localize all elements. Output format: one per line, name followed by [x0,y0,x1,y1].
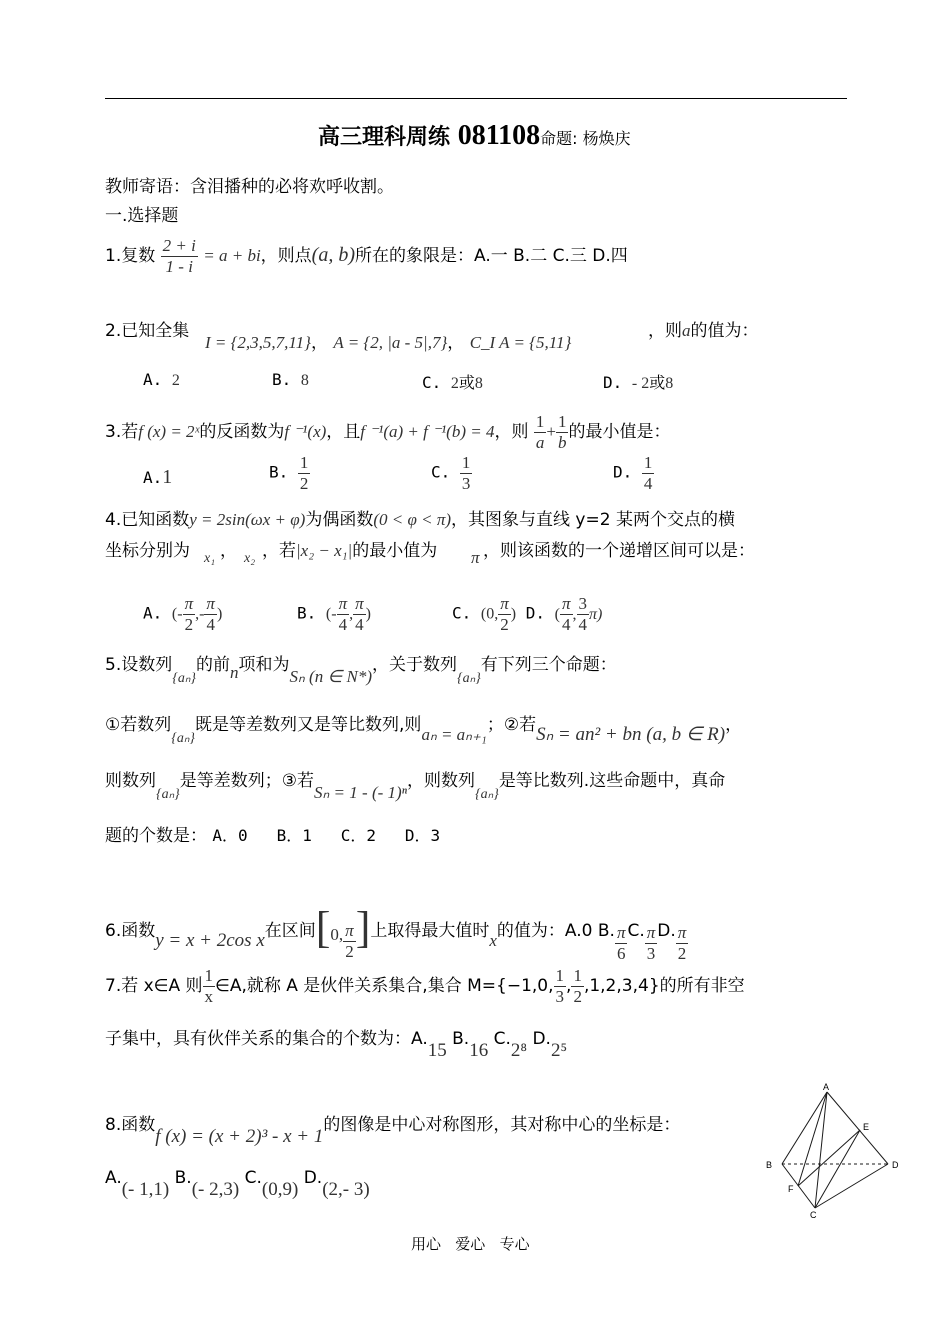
vertex-label-c: C [810,1210,817,1220]
point-label-e: E [863,1122,870,1132]
q8-options: A.(- 1,1) B.(- 2,3) C.(0,9) D.(2,- 3) [105,1168,370,1200]
point-label-f: F [788,1184,794,1194]
question-7: 7.若 x∈A 则 $\frac{1}{x}$ ∈A,就称 A 是伙伴关系集合,集合 M={−1,0, $\frac{1}{3}$ , $\frac{1}{2}$ ,1,2,3,4}的所有非空 [105,966,745,1006]
title-cn: 高三理科周练 [318,125,451,150]
question-2: 2.已知全集 [105,321,190,341]
q2-sets: I = {2,3,5,7,11}， A = {2, |a - 5|,7}， C_I A = {5,11} [205,333,572,353]
segment-fe [798,1130,860,1186]
q4-x1: x₁ [204,551,216,566]
q4-line-2-tail: ，若|x₂ − x₁|的最小值为 [262,541,438,561]
question-1: 1.复数 $\frac{2 + i}{1 - i}$ = a + bi，则点(a, b)所在的象限是：A.一 B.二 C.三 D.四 [105,236,628,276]
vertex-label-a: A [823,1082,830,1092]
q2-set-i: I = {2,3,5,7,11} [205,333,311,352]
question-6: 6.函数y = x + 2cos x在区间[0, $\frac{\pi}{2}$ ]上取得最大值时x的值为：A.0 B. $\frac{\pi}{6}$ C. $\frac{\pi}{3}$ D. $\frac{\pi}{2}$ [105,903,687,963]
q3-option-c: C. $\frac{1}{3}$ [431,453,471,493]
q3-option-d: D. $\frac{1}{4}$ [613,453,653,493]
q4-option-a: A. (- $\frac{\pi}{2}$ ,- $\frac{\pi}{4}$ ) [143,594,223,634]
segment-af [798,1092,827,1186]
question-8: 8.函数f (x) = (x + 2)³ - x + 1的图像是中心对称图形，其对称中心的坐标是： [105,1115,681,1147]
q5-options: A．0 B．1 C．2 D．3 [212,826,441,845]
q2-tail: ，则a的值为： [648,321,759,341]
question-7-line-2: 子集中，具有伙伴关系的集合的个数为：A.15 B.16 C.2⁸ D.2⁵ [105,1029,568,1061]
edge-cd [815,1164,888,1208]
footer: 用心 爱心 专心 [411,1235,530,1253]
q3-frac-a: $\frac{1}{a}$ [535,412,545,452]
q1-fraction: $\frac{2 + i}{1 - i}$ [162,236,196,276]
question-4: 4.已知函数y = 2sin(ωx + φ)为偶函数(0 < φ < π)，其图象与直线 y=2 某两个交点的横 [105,510,735,530]
edge-ad [827,1092,888,1164]
q2-option-d: D. - 2或8 [603,373,674,392]
section-heading: 一.选择题 [105,206,179,226]
q2-option-b: B. 8 [272,370,309,389]
q3-option-b: B. $\frac{1}{2}$ [269,453,309,493]
q3-option-a: A.1 [143,466,173,488]
author: 命题: 杨焕庆 [540,129,631,148]
question-5: 5.设数列$_{\{a_n\}}$的前n项和为Sₙ (n ∈ N*)，关于数列$_{\{a_n\}}$有下列三个命题： [105,655,617,686]
q2-option-c: C. 2或8 [422,373,483,392]
q3-frac-b: $\frac{1}{b}$ [557,412,567,452]
q4-option-b: B. (- $\frac{\pi}{4}$ , $\frac{\pi}{4}$ ) [297,594,371,634]
q1-lead: 1.复数 [105,246,156,267]
q2-option-a: A. 2 [143,370,180,389]
page-title [318,120,631,152]
q5-line-3: 题的个数是： A．0 B．1 C．2 D．3 [105,826,441,846]
q1-options: 所在的象限是：A.一 B.二 C.三 D.四 [355,246,628,267]
tetrahedron-figure [760,1080,910,1220]
question-4-line-2: 坐标分别为 [105,541,190,561]
q4-option-d: ( $\frac{\pi}{4}$ , $\frac{3}{4}$ π) [554,594,603,634]
q2-complement: C_I A = {5,11} [469,333,572,352]
vertex-label-d: D [892,1160,899,1170]
q1-point: (a, b) [311,244,355,267]
q5-propositions-line-2: 则数列$_{\{a_n\}}$是等差数列；③若Sₙ = 1 - (- 1)ⁿ，则数列$_{\{a_n\}}$是等比数列.这些命题中，真命 [105,771,726,802]
q1-equation: = a + bi [203,246,261,266]
q2-set-a: A = {2, |a - 5|,7} [333,333,448,352]
q4-x2: x₂ [244,551,256,566]
question-3: 3.若f (x) = 2ˣ的反函数为f ⁻¹(x)，且f ⁻¹(a) + f ⁻¹(b) = 4，则 $\frac{1}{a}$ + $\frac{1}{b}$ 的最小值是： [105,412,671,452]
vertex-label-b: B [766,1160,773,1170]
title-number: 081108 [457,120,541,151]
q4-option-c: C. (0, $\frac{\pi}{2}$ ) D. ( $\frac{\pi}{4}$ , $\frac{3}{4}$ π) [452,594,603,634]
header-rule [105,98,847,99]
q4-option-d-label: D. [525,603,545,623]
teacher-note: 教师寄语：含泪播种的必将欢呼收割。 [105,177,394,197]
q5-propositions-line-1: ①若数列$_{\{a_n\}}$既是等差数列又是等比数列,则aₙ = aₙ₊₁；②若Sₙ = an² + bn (a, b ∈ R)， [105,715,743,746]
